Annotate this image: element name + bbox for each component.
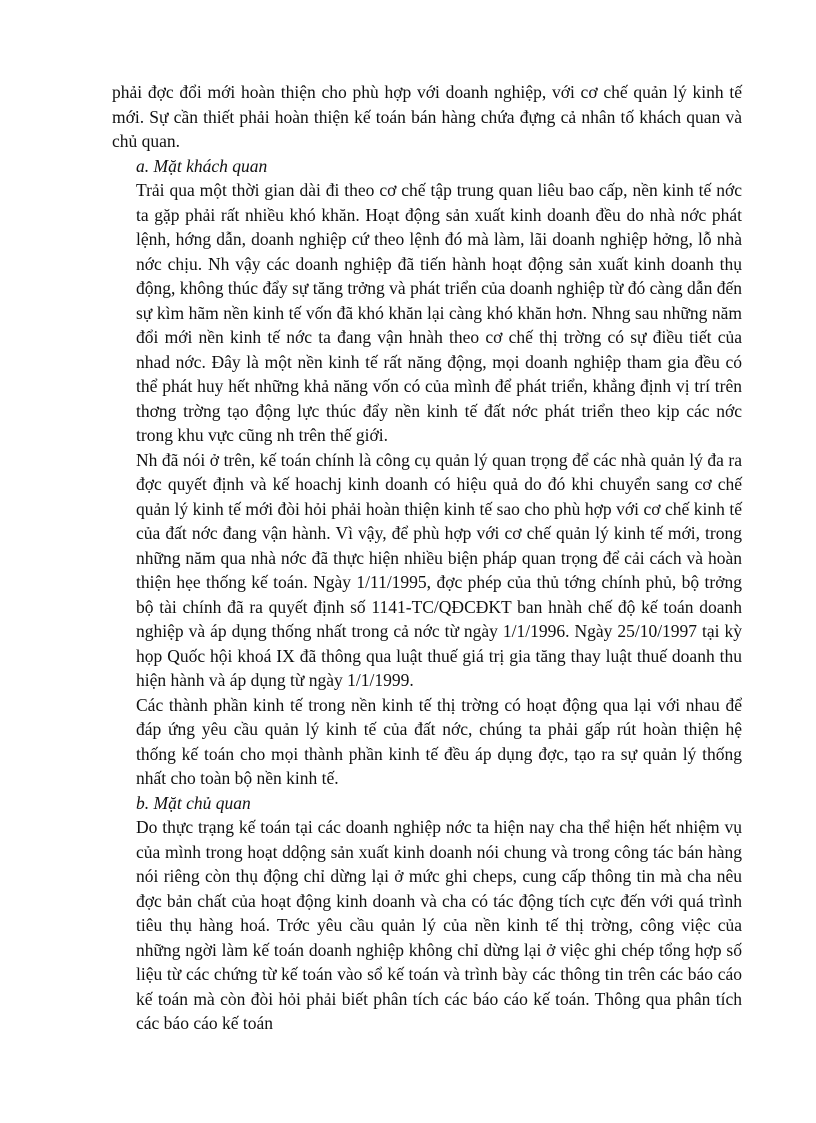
section-a-paragraph-1: Trải qua một thời gian dài đi theo cơ chế tập trung quan liêu bao cấp, nền kinh tế nớc ta gặp phải rất nhiều khó khăn. Hoạt động sản xuất kinh doanh đều do nhà nớc phát lệnh, hớng dẫn, doanh nghiệp cứ theo lệnh đó mà làm, lãi doanh nghiệp hởng, lỗ nhà nớc chịu. Nh vậy các doanh nghiệp đã tiến hành hoạt động sản xuất kinh doanh thụ động, không thúc đẩy sự tăng trởng và phát triển của doanh nghiệp từ đó càng dẫn đến sự kìm hãm nền kinh tế vốn đã khó khăn lại càng khó khăn hơn. Nhng sau những năm đổi mới nền kinh tế nớc ta đang vận hnàh theo cơ chế thị trờng có sự điều tiết của nhad nớc. Đây là một nền kinh tế rất năng động, mọi doanh nghiệp tham gia đều có thể phát huy hết những khả năng vốn có của mình để phát triển, khẳng định vị trí trên thơng trờng tạo động lực thúc đẩy nền kinh tế đất nớc phát triển theo kịp các nớc trong khu vực cũng nh trên thế giới. [136,180,742,445]
section-a-heading: a. Mặt khách quan [136,155,268,176]
section-b-heading: b. Mặt chủ quan [136,792,251,813]
section-a-paragraph-3: Các thành phần kinh tế trong nền kinh tế thị trờng có hoạt động qua lại với nhau để đáp ứng yêu cầu quản lý kinh tế của đất nớc, chúng ta phải gấp rút hoàn thiện hệ thống kế toán cho mọi thành phần kinh tế đều áp dụng đợc, tạo ra sự quản lý thống nhất cho toàn bộ nền kinh tế. [136,694,742,788]
section-b-paragraph-1: Do thực trạng kế toán tại các doanh nghiệp nớc ta hiện nay cha thể hiện hết nhiệm vụ của mình trong hoạt ddộng sản xuất kinh doanh nói chung và trong công tác bán hàng nói riêng còn thụ động chỉ dừng lại ở mức ghi cheps, cung cấp thông tin mà cha nêu đợc bản chất của hoạt động kinh doanh và cha có tác động tích cực đến với quá trình tiêu thụ hàng hoá. Trớc yêu cầu quản lý của nền kinh tế thị trờng, công việc của những ngời làm kế toán doanh nghiệp không chỉ dừng lại ở việc ghi chép tổng hợp số liệu từ các chứng từ kế toán vào sổ kế toán và trình bày các thông tin trên các báo cáo kế toán mà còn đòi hỏi phải biết phân tích các báo cáo kế toán. Thông qua phân tích các báo cáo kế toán [136,817,742,1033]
intro-paragraph: phải đợc đổi mới hoàn thiện cho phù hợp với doanh nghiệp, với cơ chế quản lý kinh tế mới. Sự cần thiết phải hoàn thiện kế toán bán hàng chứa đựng cả nhân tố khách quan và chủ quan. [112,82,742,151]
document-page [112,80,742,1036]
section-a-paragraph-2: Nh đã nói ở trên, kế toán chính là công cụ quản lý quan trọng để các nhà quản lý đa ra đợc quyết định và kế hoachj kinh doanh có hiệu quả do đó khi chuyển sang cơ chế quản lý kinh tế mới đòi hỏi phải hoàn thiện kinh tế sao cho phù hợp với cơ chế kinh tế của đất nớc đang vận hành. Vì vậy, để phù hợp với cơ chế quản lý kinh tế mới, trong những năm qua nhà nớc đã thực hiện nhiều biện pháp quan trọng để cải cách và hoàn thiện hẹe thống kế toán. Ngày 1/11/1995, đợc phép của thủ tớng chính phủ, bộ trởng bộ tài chính đã ra quyết định số 1141-TC/QĐCĐKT ban hnàh chế độ kế toán doanh nghiệp và áp dụng thống nhất trong cả nớc từ ngày 1/1/1996. Ngày 25/10/1997 tại kỳ họp Quốc hội khoá IX đã thông qua luật thuế giá trị gia tăng thay luật thuế doanh thu hiện hành và áp dụng từ ngày 1/1/1999. [136,449,742,690]
